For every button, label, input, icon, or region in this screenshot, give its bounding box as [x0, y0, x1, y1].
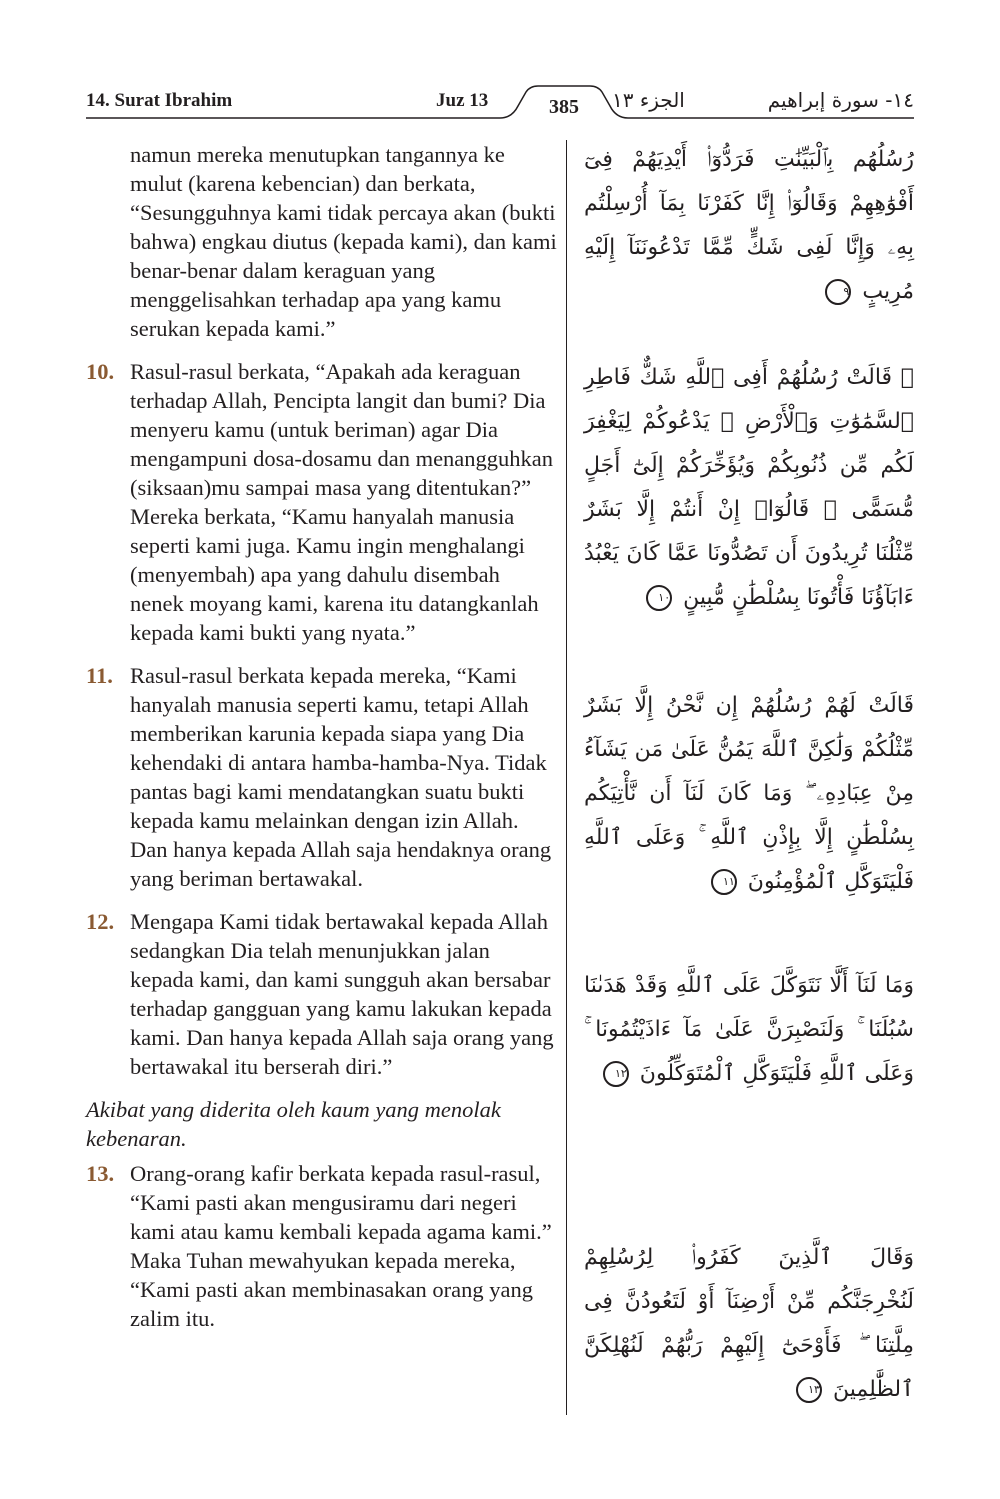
section-heading: Akibat yang diderita oleh kaum yang menolak kebenaran. — [86, 1097, 501, 1151]
verse-9-continuation — [86, 140, 558, 343]
arabic-block-9 — [584, 138, 914, 314]
verse-11 — [86, 661, 558, 893]
arabic-text: رُسُلُهُم بِٱلْبَيِّنَٰتِ فَرَدُّوٓا۟ أَيْدِيَهُمْ فِىٓ أَفْوَٰهِهِمْ وَقَالُوٓا۟ إِنَّا كَفَرْنَا بِمَآ أُرْسِلْتُم بِهِۦ وَإِنَّا لَفِى شَكٍّ مِّمَّا تَدْعُونَنَآ إِلَيْهِ مُرِيبٍ — [584, 147, 914, 304]
ayah-marker: ٩ — [825, 279, 851, 305]
ayah-marker: ١٣ — [796, 1377, 822, 1403]
ayah-marker: ١٠ — [646, 585, 672, 611]
verse-text: Mengapa Kami tidak bertawakal kepada Allah sedangkan Dia telah menunjukkan jalan kepada kami, dan kami sungguh akan bersabar terhadap gangguan yang kamu lakukan kepada kami. Dan hanya kepada Allah saja orang yang bertawakal itu berserah diri.” — [130, 909, 554, 1079]
header-rule — [0, 0, 1000, 140]
verse-number: 12. — [86, 909, 115, 934]
verse-13 — [86, 1159, 558, 1333]
page-number: 385 — [549, 96, 579, 118]
verse-10 — [86, 357, 558, 647]
arabic-text: وَقَالَ ٱلَّذِينَ كَفَرُوا۟ لِرُسُلِهِمْ لَنُخْرِجَنَّكُم مِّنْ أَرْضِنَآ أَوْ لَتَعُودُنَّ فِى مِلَّتِنَا ۖ فَأَوْحَىٰٓ إِلَيْهِمْ رَبُّهُمْ لَنُهْلِكَنَّ ٱلظَّٰلِمِينَ — [584, 1245, 914, 1402]
ayah-marker: ١٢ — [603, 1061, 629, 1087]
arabic-block-10 — [584, 356, 914, 620]
verse-number: 10. — [86, 359, 115, 384]
arabic-text: وَمَا لَنَآ أَلَّا نَتَوَكَّلَ عَلَى ٱللَّهِ وَقَدْ هَدَىٰنَا سُبُلَنَا ۚ وَلَنَصْبِرَنَّ عَلَىٰ مَآ ءَاذَيْتُمُونَا ۚ وَعَلَى ٱللَّهِ فَلْيَتَوَكَّلِ ٱلْمُتَوَكِّلُونَ — [584, 973, 914, 1086]
translation-column — [86, 140, 558, 1347]
verse-text: Rasul-rasul berkata kepada mereka, “Kami hanyalah manusia seperti kamu, tetapi Allah memberikan karunia kepada siapa yang Dia kehendaki di antara hamba-hamba-Nya. Tidak pantas bagi kami mendatangkan suatu bukti kepada kamu melainkan dengan izin Allah. Dan hanya kepada Allah saja hendaknya orang yang beriman bertawakal. — [130, 663, 552, 891]
verse-text: Rasul-rasul berkata, “Apakah ada keraguan terhadap Allah, Pencipta langit dan bumi? Dia menyeru kamu (untuk beriman) agar Dia mengampuni dosa-dosamu dan menangguhkan (siksaan)mu sampai masa yang ditentukan?” Mereka berkata, “Kamu hanyalah manusia seperti kami juga. Kamu ingin menghalangi (menyembah) apa yang dahulu disembah nenek moyang kami, karena itu datangkanlah kepada kami bukti yang nyata.” — [130, 359, 554, 645]
verse-text: namun mereka menutupkan tangannya ke mulut (karena kebencian) dan berkata, “Sesungguhnya kami tidak percaya akan (bukti bahwa) engkau diutus (kepada kami), dan kami benar-benar dalam keraguan yang menggelisahkan terhadap apa yang kamu serukan kepada kami.” — [130, 142, 557, 341]
arabic-block-13 — [584, 1236, 914, 1412]
verse-12 — [86, 907, 558, 1081]
surah-title-arabic: ١٤- سورة إبراهيم — [767, 88, 914, 112]
arabic-block-12 — [584, 964, 914, 1096]
column-divider — [566, 140, 567, 1415]
surah-title-latin: 14. Surat Ibrahim — [86, 90, 233, 111]
arabic-text: قَالَتْ لَهُمْ رُسُلُهُمْ إِن نَّحْنُ إِلَّا بَشَرٌ مِّثْلُكُمْ وَلَٰكِنَّ ٱللَّهَ يَمُنُّ عَلَىٰ مَن يَشَآءُ مِنْ عِبَادِهِۦ ۖ وَمَا كَانَ لَنَآ أَن نَّأْتِيَكُم بِسُلْطَٰنٍ إِلَّا بِإِذْنِ ٱللَّهِ ۚ وَعَلَى ٱللَّهِ فَلْيَتَوَكَّلِ ٱلْمُؤْمِنُونَ — [584, 693, 914, 894]
verse-text: Orang-orang kafir berkata kepada rasul-rasul, “Kami pasti akan mengusiramu dari negeri kami atau kamu kembali kepada agama kami.” Maka Tuhan mewahyukan kepada mereka, “Kami pasti akan membinasakan orang yang zalim itu. — [130, 1161, 552, 1331]
juz-label-latin: Juz 13 — [436, 90, 489, 111]
verse-number: 13. — [86, 1161, 115, 1186]
verse-number: 11. — [86, 663, 113, 688]
juz-label-arabic: الجزء ١٣ — [612, 88, 685, 112]
arabic-block-11 — [584, 684, 914, 904]
arabic-text: ۞ قَالَتْ رُسُلُهُمْ أَفِى ٱللَّهِ شَكٌّ فَاطِرِ ٱلسَّمَٰوَٰتِ وَٱلْأَرْضِ ۖ يَدْعُوكُمْ لِيَغْفِرَ لَكُم مِّن ذُنُوبِكُمْ وَيُؤَخِّرَكُمْ إِلَىٰٓ أَجَلٍ مُّسَمًّى ۚ قَالُوٓا۟ إِنْ أَنتُمْ إِلَّا بَشَرٌ مِّثْلُنَا تُرِيدُونَ أَن تَصُدُّونَا عَمَّا كَانَ يَعْبُدُ ءَابَآؤُنَا فَأْتُونَا بِسُلْطَٰنٍ مُّبِينٍ — [584, 365, 914, 610]
ayah-marker: ١١ — [711, 869, 737, 895]
